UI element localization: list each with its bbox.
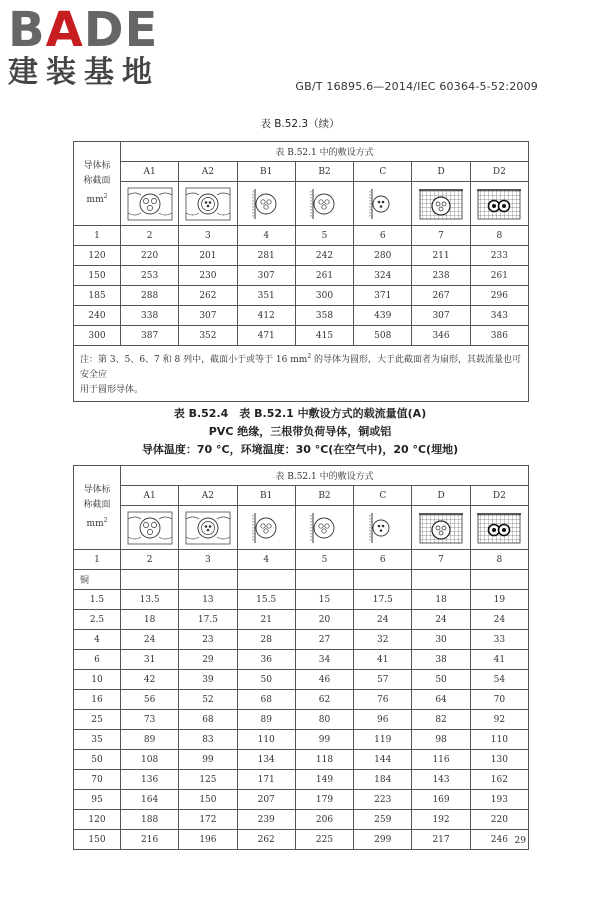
current-value-cell: 39 [179,670,237,690]
current-value-cell: 223 [354,790,412,810]
table-row [74,830,529,850]
column-header-d2: D2 [470,486,528,506]
current-value-cell: 89 [121,730,179,750]
current-value-cell: 299 [354,830,412,850]
cable-clipped-icon [354,182,412,226]
current-value-cell: 338 [121,306,179,326]
current-value-cell: 18 [121,610,179,630]
cross-section-cell: 35 [74,730,121,750]
current-value-cell: 239 [237,810,295,830]
group-header: 表 B.52.1 中的敷设方式 [121,142,529,162]
current-value-cell: 24 [121,630,179,650]
current-value-cell: 29 [179,650,237,670]
current-value-cell: 27 [295,630,353,650]
column-number: 1 [74,550,121,570]
cross-section-cell: 185 [74,286,121,306]
row-header-cell [74,466,121,550]
current-value-cell: 415 [295,326,353,346]
table-row [74,690,529,710]
current-value-cell: 179 [295,790,353,810]
current-value-cell: 17.5 [179,610,237,630]
current-value-cell: 230 [179,266,237,286]
column-number: 1 [74,226,121,246]
current-value-cell: 149 [295,770,353,790]
current-value-cell: 42 [121,670,179,690]
current-value-cell: 15.5 [237,590,295,610]
row-head-line2: 称截面 [83,176,111,186]
table-row [74,286,529,306]
current-value-cell: 261 [470,266,528,286]
cross-section-cell: 150 [74,830,121,850]
current-value-cell: 38 [412,650,470,670]
table2-caption-line2: PVC 绝缘，三根带负荷导体，铜或铝 [208,425,392,438]
current-value-cell: 508 [354,326,412,346]
table-row [74,630,529,650]
cross-section-cell: 25 [74,710,121,730]
current-value-cell: 68 [179,710,237,730]
cross-section-cell: 6 [74,650,121,670]
current-value-cell: 17.5 [354,590,412,610]
column-number: 4 [237,226,295,246]
current-value-cell: 73 [121,710,179,730]
current-value-cell: 118 [295,750,353,770]
note-text-a: 注：第 3、5、6、7 和 8 列中，截面小于或等于 16 mm [80,355,308,365]
current-value-cell: 307 [237,266,295,286]
direct-in-ground-icon [470,182,528,226]
cable-on-wall-icon [295,182,353,226]
column-header-d2: D2 [470,162,528,182]
current-value-cell: 50 [412,670,470,690]
column-header-d: D [412,162,470,182]
column-number: 2 [121,226,179,246]
current-value-cell: 62 [295,690,353,710]
column-header-c: C [354,486,412,506]
current-value-cell: 30 [412,630,470,650]
current-value-cell: 19 [470,590,528,610]
table-row [74,730,529,750]
current-value-cell: 324 [354,266,412,286]
table-row [74,266,529,286]
cable-clipped-icon [354,506,412,550]
bade-logo [8,2,178,90]
current-value-cell: 68 [237,690,295,710]
current-value-cell: 217 [412,830,470,850]
current-value-cell: 387 [121,326,179,346]
current-value-cell: 267 [412,286,470,306]
current-value-cell: 20 [295,610,353,630]
table2-caption-line1: 表 B.52.4 表 B.52.1 中敷设方式的载流量值(A) [173,407,427,420]
cross-section-cell: 2.5 [74,610,121,630]
current-value-cell: 136 [121,770,179,790]
page-number: 29 [514,836,526,846]
current-value-cell: 207 [237,790,295,810]
table1-caption: 表 B.52.3（续） [260,118,340,130]
current-value-cell: 242 [295,246,353,266]
duct-in-ground-icon [412,506,470,550]
column-number: 8 [470,226,528,246]
current-value-cell: 352 [179,326,237,346]
column-header-a1: A1 [121,486,179,506]
current-value-cell: 172 [179,810,237,830]
current-value-cell: 31 [121,650,179,670]
row-header-cell [74,142,121,226]
column-number: 6 [354,550,412,570]
current-value-cell: 225 [295,830,353,850]
cable-on-wall-icon [237,506,295,550]
current-value-cell: 150 [179,790,237,810]
current-value-cell: 50 [237,670,295,690]
cable-on-wall-icon [295,506,353,550]
current-value-cell: 24 [354,610,412,630]
current-value-cell: 24 [412,610,470,630]
current-value-cell: 220 [470,810,528,830]
table-note [74,346,529,402]
group-header: 表 B.52.1 中的敷设方式 [121,466,529,486]
direct-in-ground-icon [470,506,528,550]
current-value-cell: 116 [412,750,470,770]
current-value-cell: 300 [295,286,353,306]
current-value-cell: 36 [237,650,295,670]
logo-wordmark: BADE [8,2,159,58]
current-value-cell: 206 [295,810,353,830]
cross-section-cell: 150 [74,266,121,286]
current-value-cell: 41 [354,650,412,670]
current-value-cell: 253 [121,266,179,286]
column-number: 5 [295,226,353,246]
cable-on-wall-icon [237,182,295,226]
current-value-cell: 280 [354,246,412,266]
row-head-line2: 称截面 [83,500,111,510]
current-value-cell: 56 [121,690,179,710]
current-value-cell: 21 [237,610,295,630]
current-value-cell: 262 [237,830,295,850]
current-value-cell: 134 [237,750,295,770]
current-value-cell: 371 [354,286,412,306]
table-row [74,790,529,810]
current-value-cell: 82 [412,710,470,730]
table-row [74,306,529,326]
current-value-cell: 32 [354,630,412,650]
current-value-cell: 23 [179,630,237,650]
current-value-cell: 34 [295,650,353,670]
current-value-cell: 184 [354,770,412,790]
note-unit-exponent: 2 [307,353,312,360]
cross-section-cell: 1.5 [74,590,121,610]
cross-section-cell: 10 [74,670,121,690]
current-value-cell: 211 [412,246,470,266]
cross-section-cell: 16 [74,690,121,710]
column-number: 8 [470,550,528,570]
current-value-cell: 130 [470,750,528,770]
current-value-cell: 346 [412,326,470,346]
cross-section-cell: 240 [74,306,121,326]
current-value-cell: 13.5 [121,590,179,610]
current-value-cell: 70 [470,690,528,710]
column-number: 7 [412,226,470,246]
table-row [74,326,529,346]
current-value-cell: 110 [470,730,528,750]
conduit-in-wall-icon [121,182,179,226]
row-head-line1: 导体标 [83,485,111,495]
table2-caption-line3: 导体温度：70 °C，环境温度：30 °C(在空气中)，20 °C(埋地) [141,443,459,456]
current-value-cell: 54 [470,670,528,690]
note-text-b: 的导体为圆形，大于此截面者为扇形，其载流量也可安全应 [80,355,522,380]
current-value-cell: 28 [237,630,295,650]
column-number: 3 [179,226,237,246]
multicore-in-wall-icon [179,182,237,226]
current-value-cell: 307 [179,306,237,326]
current-value-cell: 99 [179,750,237,770]
table-row [74,810,529,830]
current-value-cell: 192 [412,810,470,830]
current-value-cell: 108 [121,750,179,770]
unit-exponent: 2 [103,193,108,200]
column-header-b2: B2 [295,162,353,182]
current-value-cell: 261 [295,266,353,286]
column-header-a2: A2 [179,162,237,182]
current-value-cell: 238 [412,266,470,286]
current-value-cell: 188 [121,810,179,830]
column-header-b1: B1 [237,486,295,506]
current-value-cell: 18 [412,590,470,610]
current-value-cell: 351 [237,286,295,306]
table-b52-3-continued [73,141,529,402]
current-value-cell: 164 [121,790,179,810]
column-header-a1: A1 [121,162,179,182]
row-head-line3: mm [86,195,104,205]
current-value-cell: 288 [121,286,179,306]
unit-exponent: 2 [103,517,108,524]
column-header-a2: A2 [179,486,237,506]
table-row [74,610,529,630]
current-value-cell: 246 [470,830,528,850]
column-number: 4 [237,550,295,570]
column-header-b1: B1 [237,162,295,182]
current-value-cell: 110 [237,730,295,750]
current-value-cell: 83 [179,730,237,750]
current-value-cell: 64 [412,690,470,710]
current-value-cell: 171 [237,770,295,790]
current-value-cell: 296 [470,286,528,306]
cross-section-cell: 95 [74,790,121,810]
current-value-cell: 343 [470,306,528,326]
current-value-cell: 99 [295,730,353,750]
current-value-cell: 144 [354,750,412,770]
current-value-cell: 259 [354,810,412,830]
table-row [74,590,529,610]
current-value-cell: 143 [412,770,470,790]
column-header-b2: B2 [295,486,353,506]
current-value-cell: 193 [470,790,528,810]
cross-section-cell: 70 [74,770,121,790]
current-value-cell: 13 [179,590,237,610]
current-value-cell: 80 [295,710,353,730]
logo-chinese-name: 建装基地 [8,55,160,90]
column-number: 7 [412,550,470,570]
current-value-cell: 125 [179,770,237,790]
conduit-in-wall-icon [121,506,179,550]
current-value-cell: 162 [470,770,528,790]
current-value-cell: 98 [412,730,470,750]
column-number: 6 [354,226,412,246]
table-b52-4 [73,465,529,850]
current-value-cell: 216 [121,830,179,850]
current-value-cell: 262 [179,286,237,306]
multicore-in-wall-icon [179,506,237,550]
cross-section-cell: 300 [74,326,121,346]
row-head-line1: 导体标 [83,161,111,171]
current-value-cell: 386 [470,326,528,346]
table-row [74,650,529,670]
current-value-cell: 233 [470,246,528,266]
current-value-cell: 169 [412,790,470,810]
current-value-cell: 96 [354,710,412,730]
current-value-cell: 76 [354,690,412,710]
current-value-cell: 412 [237,306,295,326]
current-value-cell: 439 [354,306,412,326]
current-value-cell: 57 [354,670,412,690]
current-value-cell: 41 [470,650,528,670]
note-text-c: 用于圆形导体。 [80,385,144,395]
current-value-cell: 358 [295,306,353,326]
current-value-cell: 201 [179,246,237,266]
current-value-cell: 307 [412,306,470,326]
column-header-c: C [354,162,412,182]
column-number: 2 [121,550,179,570]
current-value-cell: 52 [179,690,237,710]
current-value-cell: 92 [470,710,528,730]
column-number: 3 [179,550,237,570]
cross-section-cell: 120 [74,246,121,266]
cross-section-cell: 120 [74,810,121,830]
current-value-cell: 220 [121,246,179,266]
current-value-cell: 119 [354,730,412,750]
current-value-cell: 24 [470,610,528,630]
table-row [74,710,529,730]
standard-code: GB/T 16895.6—2014/IEC 60364-5-52:2009 [295,80,538,93]
column-number: 5 [295,550,353,570]
cross-section-cell: 50 [74,750,121,770]
current-value-cell: 89 [237,710,295,730]
cross-section-cell: 4 [74,630,121,650]
material-label: 铜 [74,570,121,590]
current-value-cell: 471 [237,326,295,346]
current-value-cell: 15 [295,590,353,610]
current-value-cell: 281 [237,246,295,266]
current-value-cell: 196 [179,830,237,850]
current-value-cell: 46 [295,670,353,690]
duct-in-ground-icon [412,182,470,226]
table-row [74,750,529,770]
current-value-cell: 33 [470,630,528,650]
column-header-d: D [412,486,470,506]
table-row [74,770,529,790]
table-row [74,246,529,266]
row-head-line3: mm [86,519,104,529]
table-row [74,670,529,690]
